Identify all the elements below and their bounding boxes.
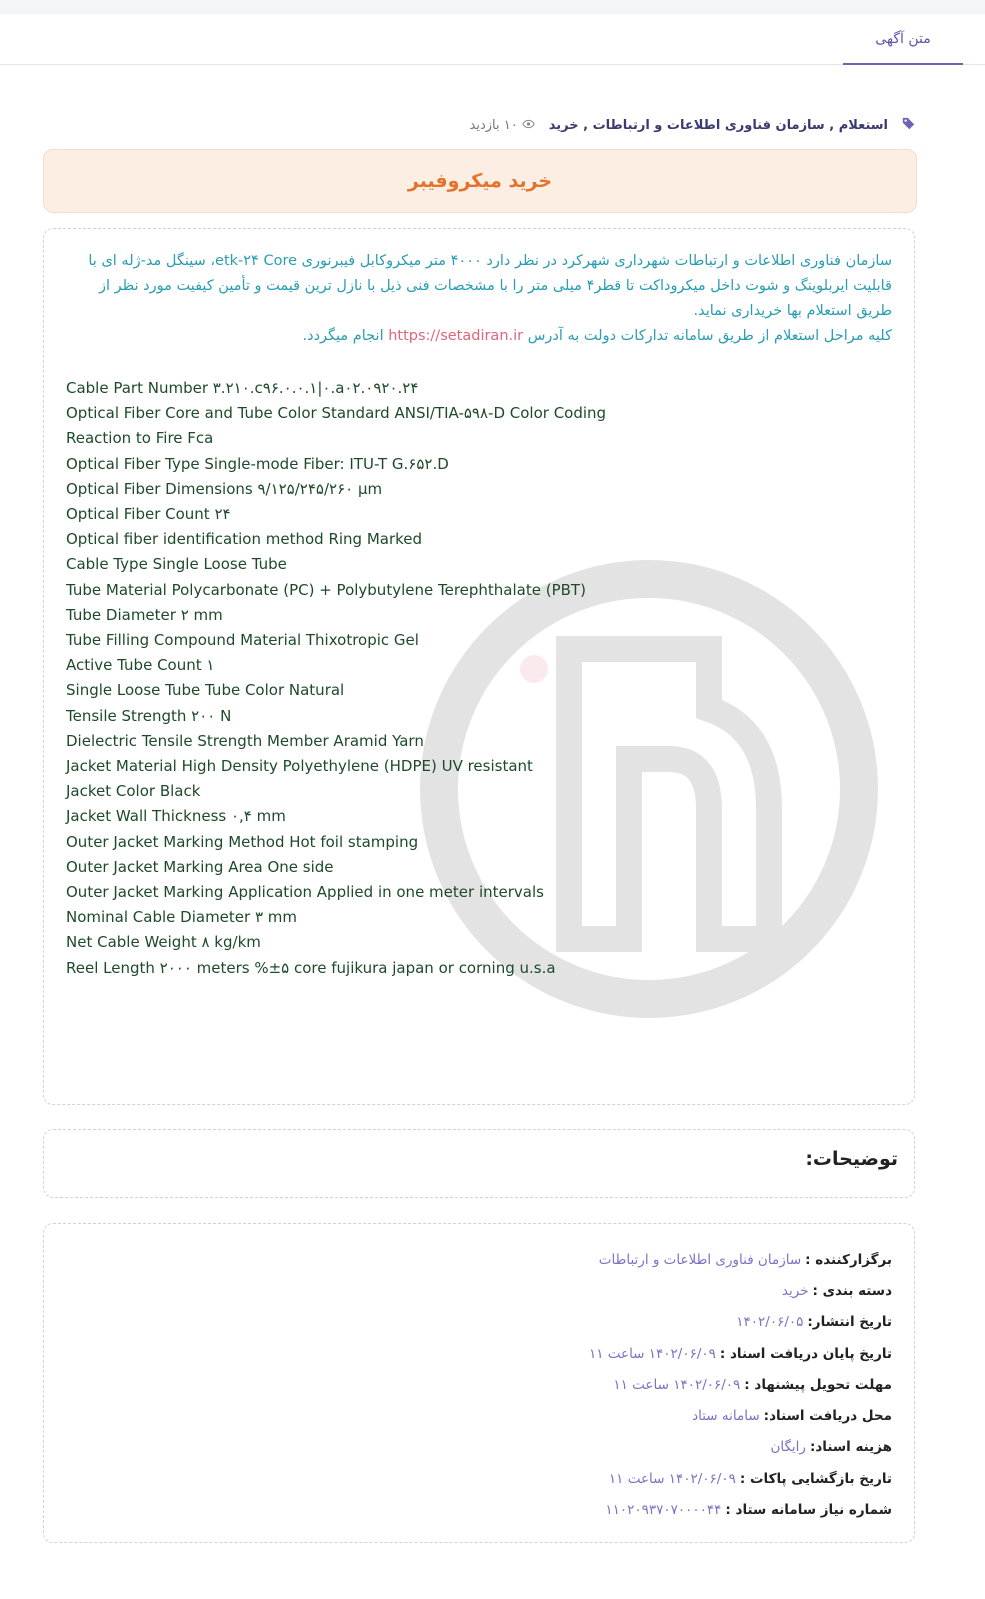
view-count-label: ۱۰ بازدید: [469, 117, 518, 133]
info-value[interactable]: خرید: [781, 1282, 809, 1299]
info-row-doc-cost: [72, 1432, 892, 1463]
spec-line: Cable Part Number ۳.۲۱۰.c۹۶.۰.۰.۱|۰.a۰۲.۰۹۲۰.۲۴: [66, 379, 419, 397]
spec-line: Dielectric Tensile Strength Member Aramid Yarn: [66, 731, 424, 750]
info-label: برگزارکننده :: [805, 1251, 892, 1268]
spec-line: Single Loose Tube Tube Color Natural: [66, 681, 345, 700]
spec-line: Net Cable Weight ۸ kg/km: [66, 933, 261, 952]
intro-link-line: [67, 324, 892, 349]
intro-text: [67, 249, 892, 349]
info-label: شماره نیاز سامانه ستاد :: [725, 1502, 892, 1519]
spec-line: Outer Jacket Marking Application Applied in one meter intervals: [66, 883, 544, 902]
spec-line: Cable Type Single Loose Tube: [66, 555, 287, 574]
spec-line: Outer Jacket Marking Method Hot foil stamping: [66, 832, 419, 851]
description-heading: توضیحات:: [805, 1148, 898, 1170]
spec-line: Tube Diameter ۲ mm: [66, 605, 223, 624]
intro-link-prefix: کلیه مراحل استعلام از طریق سامانه تدارکات دولت به آدرس: [527, 328, 892, 344]
info-value: ۱۴۰۲/۰۶/۰۹ ساعت ۱۱: [608, 1470, 736, 1487]
info-label: مهلت تحویل پیشنهاد :: [744, 1376, 892, 1393]
info-row-opening-date: [72, 1463, 892, 1494]
spec-line: Reel Length ۲۰۰۰ meters %±۵ core fujikura japan or corning u.s.a: [66, 958, 556, 977]
category-links[interactable]: استعلام , سازمان فناوری اطلاعات و ارتباطات , خرید: [548, 117, 888, 133]
info-row-category: [72, 1275, 892, 1306]
spec-line: Active Tube Count ۱: [66, 656, 215, 675]
info-row-doc-location: [72, 1400, 892, 1431]
spec-line: Jacket Color Black: [66, 782, 201, 801]
spec-line: Optical Fiber Core and Tube Color Standard ANSI/TIA-۵۹۸-D Color Coding: [66, 404, 607, 423]
title-banner: [43, 149, 917, 213]
top-strip: [0, 0, 985, 15]
info-list: [72, 1244, 892, 1526]
info-panel: [43, 1223, 915, 1543]
info-row-publish-date: [72, 1307, 892, 1338]
eye-icon: [522, 118, 535, 133]
setadiran-link[interactable]: https://setadiran.ir: [388, 328, 524, 344]
info-value[interactable]: سازمان فناوری اطلاعات و ارتباطات: [598, 1251, 802, 1268]
info-label: دسته بندی :: [812, 1282, 892, 1299]
intro-paragraph: سازمان فناوری اطلاعات و ارتباطات شهرداری شهرکرد در نظر دارد ۴۰۰۰ متر میکروکابل فیبرنوری etk-۲۴ Core، سینگل مد-ژله ای با قابلیت ایربلوینگ و شوت داخل میکروداکت تا قطر۴ میلی متر را با مشخصات فنی ذیل با نازل ترین قیمت و تأمین کیفیت مورد نظر از طریق استعلام بها خریداری نماید.: [88, 253, 892, 319]
info-value: ۱۴۰۲/۰۶/۰۹ ساعت ۱۱: [588, 1345, 716, 1362]
spec-line: Optical Fiber Dimensions ۹/۱۲۵/۲۴۵/۲۶۰ μm: [66, 479, 383, 498]
spec-line: Jacket Wall Thickness ۰,۴ mm: [66, 807, 286, 826]
spec-line: Outer Jacket Marking Area One side: [66, 857, 334, 876]
info-value: سامانه ستاد: [692, 1408, 760, 1425]
spec-line: Tube Material Polycarbonate (PC) + Polybutylene Terephthalate (PBT): [66, 580, 586, 599]
tab-ad-text[interactable]: متن آگهی: [843, 14, 963, 65]
spec-line: Tube Filling Compound Material Thixotropic Gel: [66, 631, 419, 650]
info-row-doc-deadline: [72, 1338, 892, 1369]
spec-line: Nominal Cable Diameter ۳ mm: [66, 908, 298, 927]
info-label: هزینه اسناد:: [809, 1439, 892, 1456]
info-label: تاریخ بازگشایی پاکات :: [739, 1470, 892, 1487]
info-row-setad-number: [72, 1494, 892, 1525]
content-panel: [43, 228, 915, 1105]
info-label: تاریخ انتشار:: [807, 1314, 892, 1331]
info-row-offer-deadline: [72, 1369, 892, 1400]
info-value: ۱۴۰۲/۰۶/۰۵: [736, 1314, 804, 1331]
spec-line: Tensile Strength ۲۰۰ N: [66, 706, 232, 725]
meta-row: [15, 112, 915, 138]
info-row-organizer: [72, 1244, 892, 1275]
info-value: ۱۱۰۲۰۹۳۷۰۷۰۰۰۰۴۴: [605, 1502, 722, 1519]
page-title: خرید میکروفیبر: [407, 170, 553, 192]
spec-list: [66, 376, 886, 981]
tab-bar: [0, 14, 985, 65]
intro-link-suffix: انجام میگردد.: [302, 328, 384, 344]
info-label: تاریخ پایان دریافت اسناد :: [719, 1345, 892, 1362]
view-count: [470, 118, 535, 133]
spec-line: Jacket Material High Density Polyethylene (HDPE) UV resistant: [66, 757, 533, 776]
description-panel: [43, 1129, 915, 1198]
info-label: محل دریافت اسناد:: [763, 1408, 892, 1425]
spec-line: Optical Fiber Count ۲۴: [66, 505, 231, 524]
spec-line: Optical fiber identification method Ring Marked: [66, 530, 423, 549]
spec-line: Optical Fiber Type Single-mode Fiber: ITU-T G.۶۵۲.D: [66, 454, 449, 473]
info-value: رایگان: [770, 1439, 806, 1456]
tag-icon: [902, 117, 915, 134]
info-value: ۱۴۰۲/۰۶/۰۹ ساعت ۱۱: [613, 1376, 741, 1393]
spec-line: Reaction to Fire Fca: [66, 429, 214, 448]
